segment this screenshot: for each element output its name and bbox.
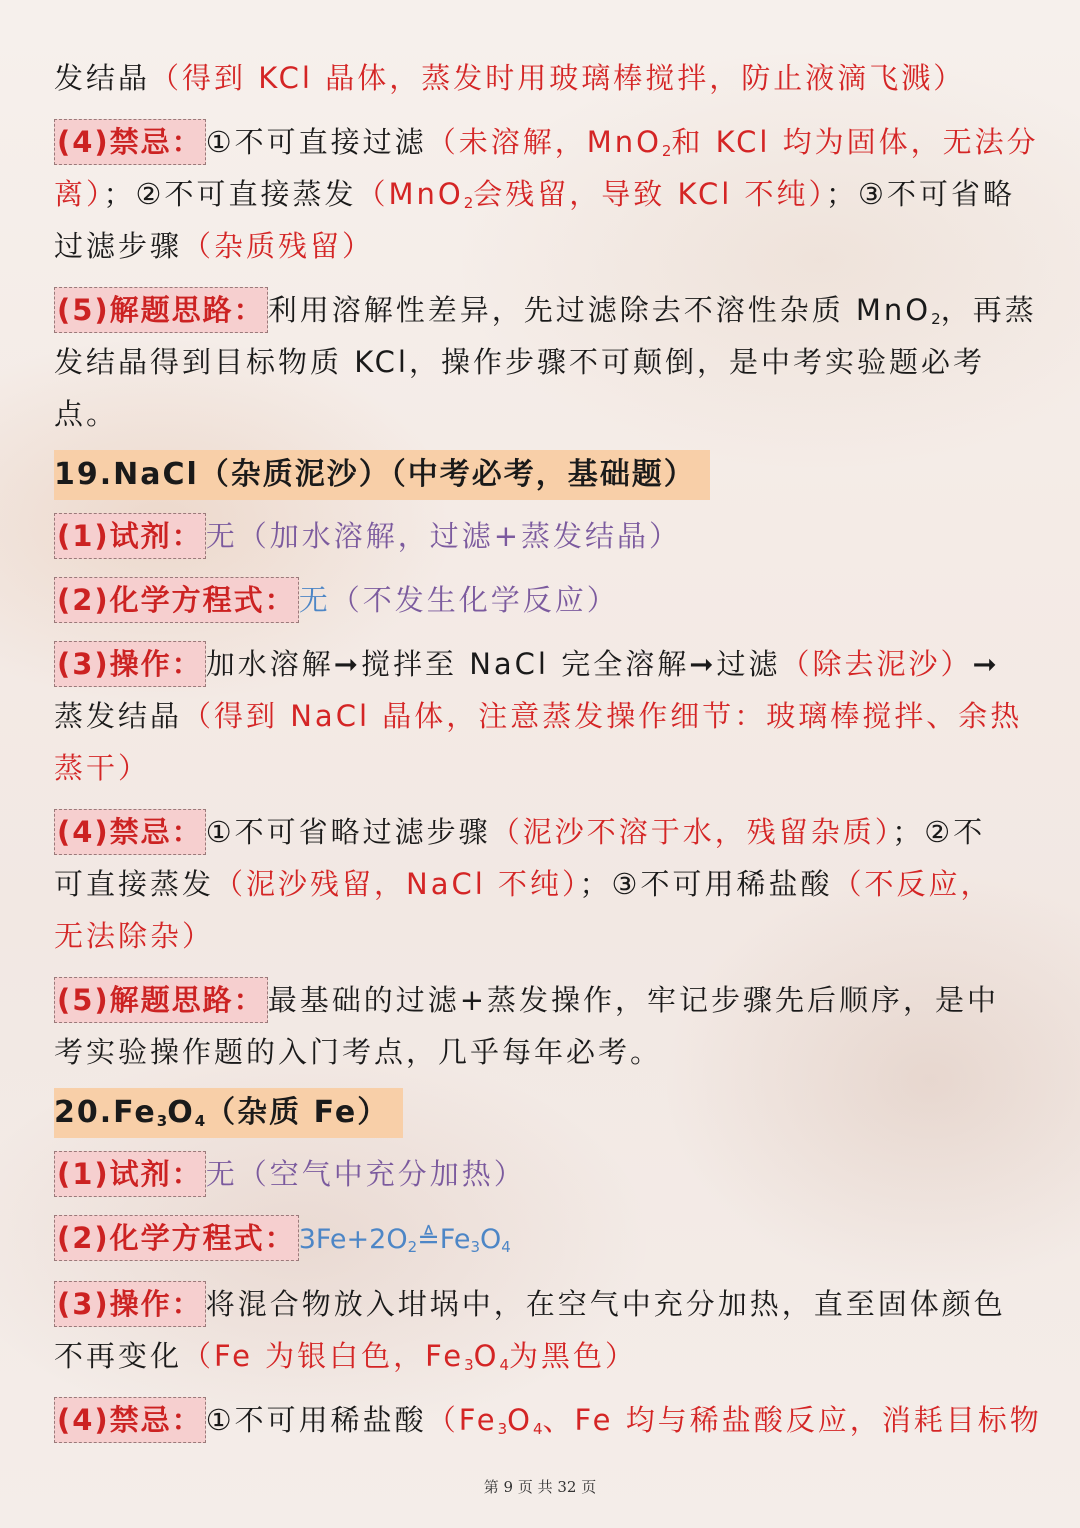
text-line	[54, 1330, 1030, 1382]
body-text: 可直接蒸发	[54, 867, 215, 901]
body-text: ；②不	[892, 815, 986, 849]
equation-text: $3Fe+2O_2≜Fe_3O_4$	[298, 1224, 511, 1256]
text-line	[54, 1278, 1030, 1330]
label-operation: (3)操作：	[54, 641, 206, 687]
body-text: ；③不可省略	[825, 177, 1015, 211]
text-line	[54, 1394, 1042, 1446]
note-text: （MnO$_2$会残留，导致 KCl 不纯）	[356, 177, 826, 212]
text-line	[54, 1148, 1030, 1200]
reagent-text: 无（加水溶解，过滤+蒸发结晶）	[205, 519, 681, 553]
note-text: （未溶解，MnO$_2$和 KCl 均为固体，无法分	[426, 125, 1039, 160]
body-text: 最基础的过滤+蒸发操作，牢记步骤先后顺序，是中	[267, 983, 999, 1017]
text-line	[54, 690, 1030, 742]
label-reagent: (1)试剂：	[54, 513, 206, 559]
body-text: 不再变化	[54, 1339, 183, 1373]
note-text: 离）	[54, 177, 104, 211]
text-line	[54, 638, 1030, 690]
text-line: 考实验操作题的入门考点，几乎每年必考。	[54, 1035, 663, 1069]
text-line	[54, 742, 1030, 794]
body-text: ；③不可用稀盐酸	[579, 867, 833, 901]
text-line: 发结晶得到目标物质 KCl，操作步骤不可颠倒，是中考实验题必考	[54, 345, 985, 379]
note-text: （杂质残留）	[182, 229, 375, 263]
body-text: 过滤步骤	[54, 229, 183, 263]
arrow-text: ➞	[972, 647, 1000, 681]
label-operation: (3)操作：	[54, 1281, 206, 1327]
body-text: ①不可用稀盐酸	[205, 1403, 427, 1437]
text-line	[54, 168, 1030, 220]
body-text: 将混合物放入坩埚中，在空气中充分加热，直至固体颜色	[205, 1287, 1006, 1321]
label-reagent: (1)试剂：	[54, 1151, 206, 1197]
label-taboo: (4)禁忌：	[54, 119, 206, 165]
note-text: （不发生化学反应）	[330, 583, 619, 617]
label-taboo: (4)禁忌：	[54, 1397, 206, 1443]
text-line	[54, 52, 1030, 104]
text-line: 点。	[54, 397, 119, 431]
text-line	[54, 974, 1030, 1026]
text-line	[54, 284, 1037, 336]
body-text: ，再蒸	[940, 293, 1037, 327]
subscript: 2	[931, 310, 941, 328]
text-line	[54, 220, 1030, 272]
label-approach: (5)解题思路：	[54, 977, 268, 1023]
note-text: （得到 NaCl 晶体，注意蒸发操作细节：玻璃棒搅拌、余热	[182, 699, 1023, 733]
body-text: ①不可直接过滤	[205, 125, 427, 159]
reagent-text: 无（空气中充分加热）	[205, 1157, 526, 1191]
label-equation: (2)化学方程式：	[54, 1215, 299, 1261]
note-text: 无法除杂）	[54, 919, 215, 953]
text-line	[54, 1212, 1030, 1266]
body-text: 利用溶解性差异，先过滤除去不溶性杂质 MnO	[267, 293, 932, 327]
body-text: 蒸发结晶	[54, 699, 183, 733]
section-heading-19: 19.NaCl（杂质泥沙）（中考必考，基础题）	[54, 450, 710, 500]
note-text: （泥沙不溶于水，残留杂质）	[490, 815, 893, 849]
text-line	[54, 116, 1039, 168]
text-line	[54, 806, 1030, 858]
body-text: 发结晶	[54, 61, 151, 95]
note-text: 蒸干）	[54, 751, 151, 785]
text-line	[54, 510, 1030, 562]
page-content	[54, 52, 1042, 1446]
page-footer: 第 9 页 共 32 页	[483, 1478, 597, 1496]
label-approach: (5)解题思路：	[54, 287, 268, 333]
label-equation: (2)化学方程式：	[54, 577, 299, 623]
equation-text: 无	[298, 583, 331, 617]
note-text: （除去泥沙）	[780, 647, 973, 681]
text-line	[54, 574, 1030, 626]
note-text: （不反应，	[832, 867, 993, 901]
label-taboo: (4)禁忌：	[54, 809, 206, 855]
body-text: ①不可省略过滤步骤	[205, 815, 491, 849]
note-text: （得到 KCl 晶体，蒸发时用玻璃棒搅拌，防止液滴飞溅）	[150, 61, 966, 95]
note-text: （Fe 为银白色，$Fe_3O_4$为黑色）	[182, 1339, 638, 1374]
note-text: （泥沙残留，NaCl 不纯）	[214, 867, 580, 901]
text-line	[54, 858, 1030, 910]
note-text: （$Fe_3O_4$、Fe 均与稀盐酸反应，消耗目标物	[426, 1403, 1042, 1438]
body-text: ；②不可直接蒸发	[103, 177, 357, 211]
section-heading-20: $20.Fe_3O_4$（杂质 Fe）	[54, 1088, 403, 1138]
text-line	[54, 910, 1030, 962]
body-text: 加水溶解➞搅拌至 NaCl 完全溶解➞过滤	[205, 647, 781, 681]
